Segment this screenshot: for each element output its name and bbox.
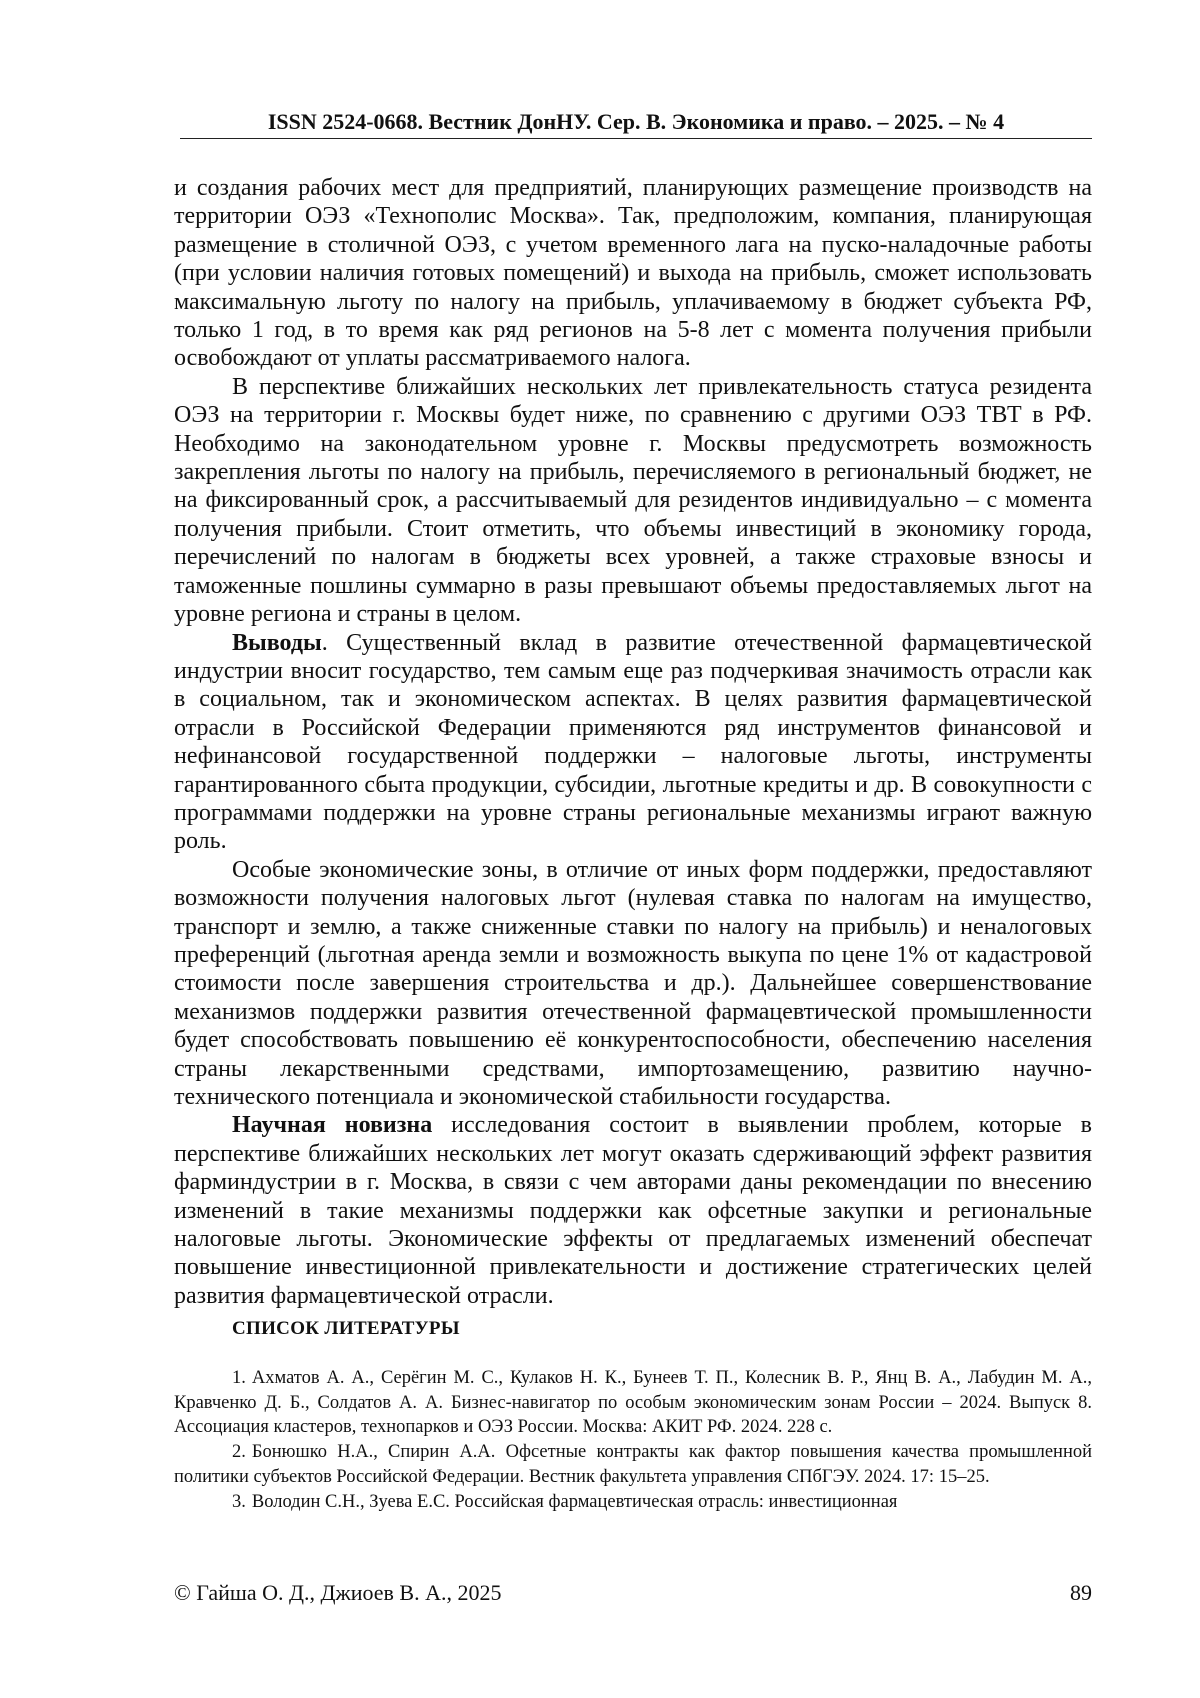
reference-text: Бонюшко Н.А., Спирин А.А. Офсетные контракты как фактор повышения качества промышленной политики субъектов Российской Федерации. Вестник факультета управления СПбГЭУ. 2024. 17: 15–25. [174,1442,1092,1487]
reference-number: 1. [232,1368,246,1388]
reference-text: Володин С.Н., Зуева Е.С. Российская фармацевтическая отрасль: инвестиционная [251,1491,898,1512]
body-paragraph-2 [174,373,1092,629]
conclusions-paragraph [174,629,1092,856]
reference-item [174,1366,1092,1440]
references-heading: СПИСОК ЛИТЕРАТУРЫ [232,1318,460,1339]
paragraph-text: исследования состоит в выявлении проблем, которые в перспективе ближайших нескольких лет могут оказать сдерживающий эффект развития фарминдустрии в г. Москва, в связи с чем авторами даны рекомендации по внесению изменений в такие механизмы поддержки как офсетные закупки и региональные налоговые льготы. Экономические эффекты от предлагаемых изменений обеспечат повышение инвестиционной привлекательности и достижение стратегических целей развития фармацевтической отрасли. [174,1112,1092,1309]
paragraph-text: В перспективе ближайших нескольких лет привлекательность статуса резидента ОЭЗ на территории г. Москвы будет ниже, по сравнению с другими ОЭЗ ТВТ в РФ. Необходимо на законодательном уровне г. Москвы предусмотреть возможность закрепления льготы по налогу на прибыль, перечисляемого в региональный бюджет, не на фиксированный срок, а рассчитываемый для резидентов индивидуально – с момента получения прибыли. Стоит отметить, что объемы инвестиций в экономику города, перечислений по налогам в бюджеты всех уровней, а также страховые взносы и таможенные пошлины суммарно в разы превышают объемы предоставляемых льгот на уровне региона и страны в целом. [174,373,1092,628]
article-body [174,174,1092,1310]
body-paragraph-1 [174,174,1092,373]
paragraph-text: Особые экономические зоны, в отличие от иных форм поддержки, предоставляют возможности получения налоговых льгот (нулевая ставка по налогам на имущество, транспорт и землю, а также сниженные ставки по налогу на прибыль) и неналоговых преференций (льготная аренда земли и возможность выкупа по цене 1% от кадастровой стоимости после завершения строительства и др.). Дальнейшее совершенствование механизмов поддержки развития отечественной фармацевтической промышленности будет способствовать повышению её конкурентоспособности, обеспечению населения страны лекарственными средствами, импортозамещению, развитию научно-технического потенциала и экономической стабильности государства. [174,856,1092,1110]
body-paragraph-4 [174,856,1092,1112]
conclusions-heading: Выводы [232,629,322,656]
page-number: 89 [1070,1580,1092,1605]
reference-item [174,1440,1092,1489]
header-rule [180,138,1092,139]
references-list [174,1366,1092,1514]
reference-text: Ахматов А. А., Серёгин М. С., Кулаков Н. К., Бунеев Т. П., Колесник В. Р., Янц В. А., Лабудин М. А., Кравченко Д. Б., Солдатов А. А. Бизнес-навигатор по особым экономическим зонам России – 2024. Выпуск 8. Ассоциация кластеров, технопарков и ОЭЗ России. Москва: АКИТ РФ. 2024. 228 с. [174,1368,1092,1438]
running-header: ISSN 2524-0668. Вестник ДонНУ. Сер. В. Экономика и право. – 2025. – № 4 [267,109,1005,134]
reference-number: 2. [232,1442,246,1463]
reference-number: 3. [232,1491,246,1512]
novelty-heading: Научная новизна [232,1112,433,1139]
novelty-paragraph [174,1111,1092,1310]
footer-copyright: © Гайша О. Д., Джиоев В. А., 2025 [174,1580,502,1605]
paragraph-text: и создания рабочих мест для предприятий, планирующих размещение производств на территории ОЭЗ «Технополис Москва». Так, предположим, компания, планирующая размещение в столичной ОЭЗ, с учетом временного лага на пуско-наладочные работы (при условии наличия готовых помещений) и выхода на прибыль, сможет использовать максимальную льготу по налогу на прибыль, уплачиваемому в бюджет субъекта РФ, только 1 год, в то время как ряд регионов на 5-8 лет с момента получения прибыли освобождают от уплаты рассматриваемого налога. [174,175,1092,372]
reference-item [174,1490,1092,1515]
paragraph-text: . Существенный вклад в развитие отечественной фармацевтической индустрии вносит государство, тем самым еще раз подчеркивая значимость отрасли как в социальном, так и экономическом аспектах. В целях развития фармацевтической отрасли в Российской Федерации применяются ряд инструментов финансовой и нефинансовой государственной поддержки – налоговые льготы, инструменты гарантированного сбыта продукции, субсидии, льготные кредиты и др. В совокупности с программами поддержки на уровне страны региональные механизмы играют важную роль. [174,629,1092,855]
